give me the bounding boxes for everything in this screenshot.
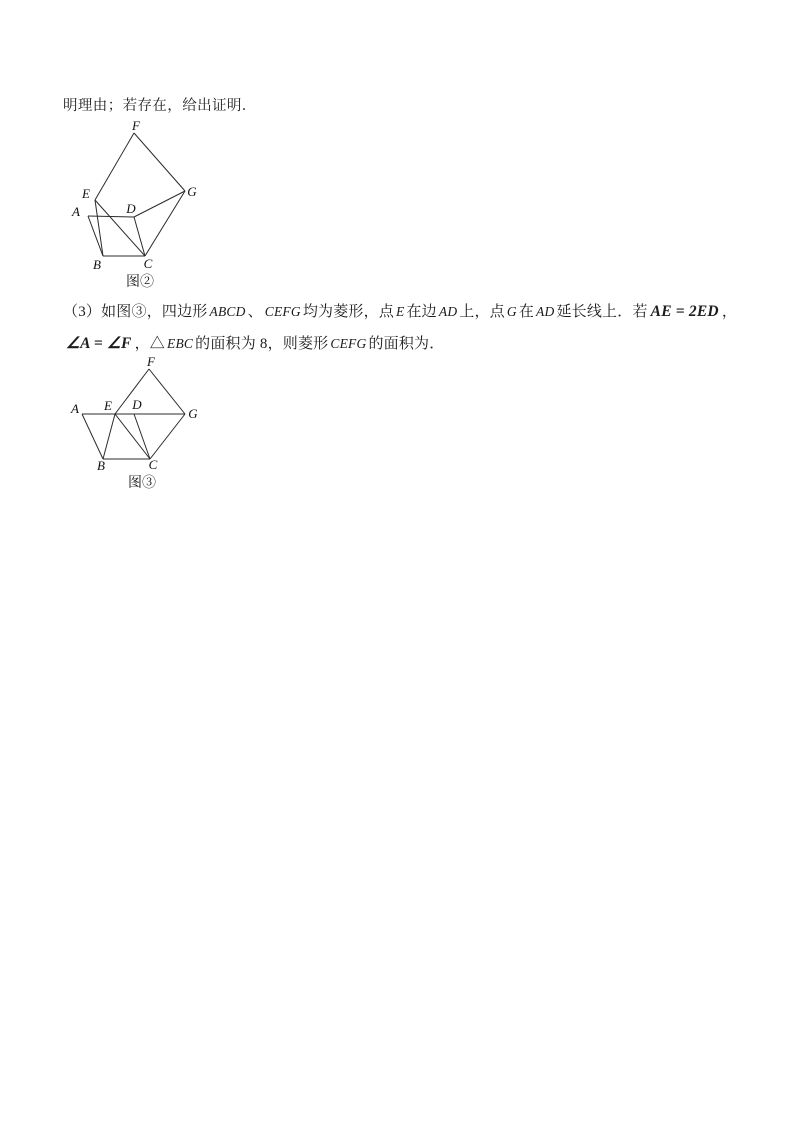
fig3-label-B: B xyxy=(97,458,105,473)
fig2-line-AD xyxy=(88,216,134,217)
math-term-e: E xyxy=(396,304,405,319)
fig2-label-F: F xyxy=(132,118,140,133)
math-equation-angles: ∠A = ∠F xyxy=(66,335,132,352)
problem3-text-line1 xyxy=(63,300,737,321)
text-segment: 延长线上．若 xyxy=(556,304,648,320)
problem3-text-line2 xyxy=(63,332,444,353)
fig2-line-EB xyxy=(95,200,103,256)
fig3-label-F: F xyxy=(147,354,155,369)
fig3-line-CE xyxy=(115,414,150,459)
math-term-cefg2: CEFG xyxy=(330,336,367,351)
intro-text: 明理由；若存在，给出证明． xyxy=(63,98,257,114)
fig3-label-C: C xyxy=(148,457,158,472)
fig3-line-CD xyxy=(134,414,150,459)
text-segment: 的面积为 8，则菱形 xyxy=(195,336,329,352)
text-segment: （3）如图③，四边形 xyxy=(63,304,208,320)
fig2-label-B: B xyxy=(93,257,101,272)
fig2-label-G: G xyxy=(187,184,197,199)
fig2-line-EF xyxy=(95,133,134,200)
text-segment: 的面积为． xyxy=(368,336,445,352)
fig3-line-GC xyxy=(150,414,185,459)
fig2-label-C: C xyxy=(143,256,153,271)
fig2-line-FG xyxy=(134,133,185,191)
text-segment: ，△ xyxy=(134,336,166,352)
text-segment: 在边 xyxy=(406,304,437,320)
math-term-ebc: EBC xyxy=(167,336,194,351)
fig2-caption: 图② xyxy=(126,275,154,290)
math-term-ad: AD xyxy=(438,304,458,319)
text-segment: 在 xyxy=(518,304,535,320)
figure3-diagram xyxy=(60,355,230,497)
math-term-g: G xyxy=(506,304,517,319)
fig2-label-E: E xyxy=(82,186,90,201)
fig3-line-EB xyxy=(103,414,115,459)
fig3-label-E: E xyxy=(104,398,112,413)
text-segment: 、 xyxy=(247,304,263,320)
text-segment: ， xyxy=(721,304,738,320)
figure2-diagram xyxy=(60,113,230,295)
fig3-line-AB xyxy=(82,414,103,459)
text-segment: 均为菱形，点 xyxy=(302,304,395,320)
fig3-caption: 图③ xyxy=(128,476,156,491)
math-term-abcd: ABCD xyxy=(209,304,246,319)
fig3-line-FG xyxy=(149,369,185,414)
fig2-line-AB xyxy=(88,216,103,256)
math-equation-ae-2ed: AE = 2ED xyxy=(650,303,719,320)
fig2-label-D: D xyxy=(126,201,136,216)
fig3-label-A: A xyxy=(71,401,79,416)
math-term-cefg: CEFG xyxy=(264,304,301,319)
fig3-label-G: G xyxy=(188,406,198,421)
fig2-label-A: A xyxy=(72,204,80,219)
text-segment: 上，点 xyxy=(459,304,505,320)
fig3-label-D: D xyxy=(132,397,142,412)
math-term-ad2: AD xyxy=(536,304,555,319)
